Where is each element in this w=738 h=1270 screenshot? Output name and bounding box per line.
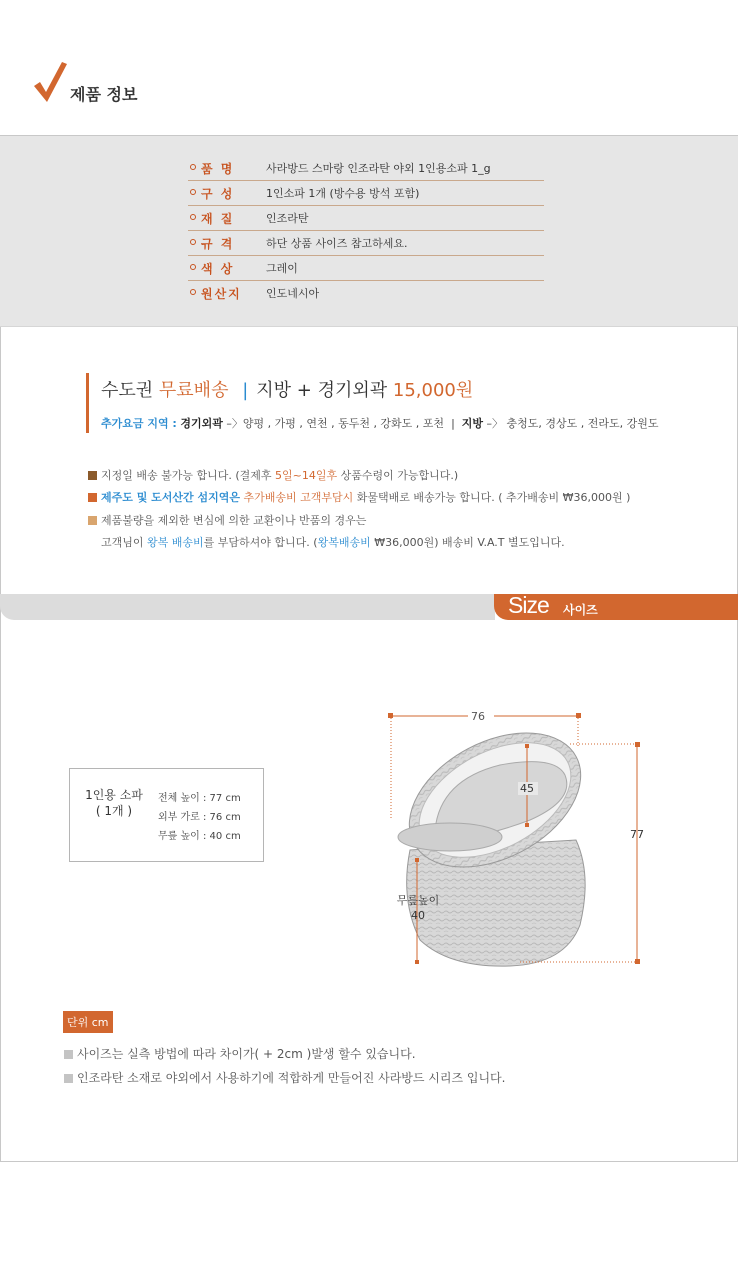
extra-fee-label: 추가요금 지역 : [101,417,177,430]
note-2 [64,1069,505,1086]
notice-text: 제품불량을 제외한 변심에 의한 교환이나 반품의 경우는 [101,514,367,527]
bullet-icon [190,264,196,270]
width-value: 76 [471,710,485,723]
spec-row-origin [188,281,544,306]
shipping-accent-bar [86,373,89,433]
notice-highlight: 추가배송비 고객부담시 [243,491,354,504]
notice-3 [88,512,366,528]
dim-total-height: 전체 높이 : 77 cm [158,793,241,804]
bullet-icon [190,289,196,295]
knee-value: 40 [411,909,425,922]
bullet-icon [190,214,196,220]
size-title-korean: 사이즈 [563,603,598,617]
spec-value: 사라방드 스마랑 인조라탄 야외 1인용소파 1_g [266,162,491,175]
size-divider-bar [0,594,495,620]
notice-text: 상품수령이 가능합니다.) [337,469,459,482]
spec-value: 하단 상품 사이즈 참고하세요. [266,237,408,250]
spec-value: 1인소파 1개 (방수용 방석 포함) [266,187,420,200]
spec-label: 구 성 [201,187,235,201]
square-bullet-icon [64,1050,73,1059]
knee-label: 무릎높이 [396,894,440,907]
notice-text: 고객님이 [101,536,148,549]
note-text: 사이즈는 실측 방법에 따라 차이가( + 2cm )발생 할수 있습니다. [77,1047,416,1061]
notice-highlight: 왕복배송비 [317,536,371,549]
metro-label: 수도권 [101,380,154,401]
shipping-title [101,376,473,402]
total-height-value: 77 [630,828,644,841]
local-label: 지방 [461,417,484,430]
note-text: 인조라탄 소재로 야외에서 사용하기에 적합하게 만들어진 사라방드 시리즈 입니다. [77,1071,506,1085]
square-bullet-icon [88,471,97,480]
dim-outer-width: 외부 가로 : 76 cm [158,812,241,823]
spec-label: 재 질 [201,212,235,226]
notice-2 [88,489,630,505]
notice-3-line-2 [101,534,565,550]
gyeonggi-label: 경기외곽 [180,417,223,430]
notice-1 [88,467,458,483]
spec-row-material [188,206,544,231]
dimension-list [158,789,241,846]
spec-row-dimensions [188,231,544,256]
square-bullet-icon [64,1074,73,1083]
title-separator: | [242,380,249,401]
size-section-tab [494,594,738,620]
product-count: ( 1개 ) [95,804,133,818]
gyeonggi-areas: –〉양평 , 가평 , 연천 , 동두천 , 강화도 , 포천 [222,417,445,430]
spec-row-composition [188,181,544,206]
product-dimension-box [69,768,264,862]
note-1 [64,1045,416,1062]
notice-text: 지정일 배송 불가능 합니다. (결제후 [101,469,276,482]
dim-knee-height: 무릎 높이 : 40 cm [158,831,241,842]
notice-text: 화물택배로 배송가능 합니다. ( 추가배송비 ₩36,000원 ) [353,491,631,504]
spec-value: 인조라탄 [266,212,309,225]
spec-row-name [188,156,544,181]
seat-height-value: 45 [520,782,534,795]
unit-badge: 단위 cm [63,1011,113,1033]
bullet-icon [190,239,196,245]
spec-label: 원산지 [201,287,242,301]
extra-fee-regions [101,415,659,431]
square-bullet-icon [88,516,97,525]
bullet-icon [190,189,196,195]
spec-row-color [188,256,544,281]
local-areas: –〉 충청도, 경상도 , 전라도, 강원도 [483,417,659,430]
checkmark-icon [32,60,68,104]
product-name-line: 1인용 소파 [85,788,143,802]
notice-highlight: 제주도 및 도서산간 섬지역은 [101,491,240,504]
bullet-icon [190,164,196,170]
spec-label: 색 상 [201,262,235,276]
shipping-fee: 15,000원 [392,380,474,401]
page-title: 제품 정보 [70,85,138,104]
spec-table [188,156,544,306]
free-shipping-label: 무료배송 [158,380,229,401]
notice-text: ₩36,000원) 배송비 V.A.T 별도입니다. [370,536,565,549]
extra-separator: | [451,417,455,430]
spec-value: 인도네시아 [266,287,320,300]
spec-value: 그레이 [266,262,298,275]
chair-diagram [380,700,650,980]
page-header [0,0,738,135]
size-title: Size [508,592,549,618]
square-bullet-icon [88,493,97,502]
regional-label: 지방 + 경기외곽 [256,380,388,401]
spec-label: 품 명 [201,162,235,176]
product-name [83,787,145,819]
notice-text: 를 부담하셔야 합니다. ( [203,536,318,549]
spec-label: 규 격 [201,237,235,251]
spec-section [0,135,738,327]
notice-highlight: 5일~14일후 [275,469,338,482]
notice-highlight: 왕복 배송비 [147,536,204,549]
